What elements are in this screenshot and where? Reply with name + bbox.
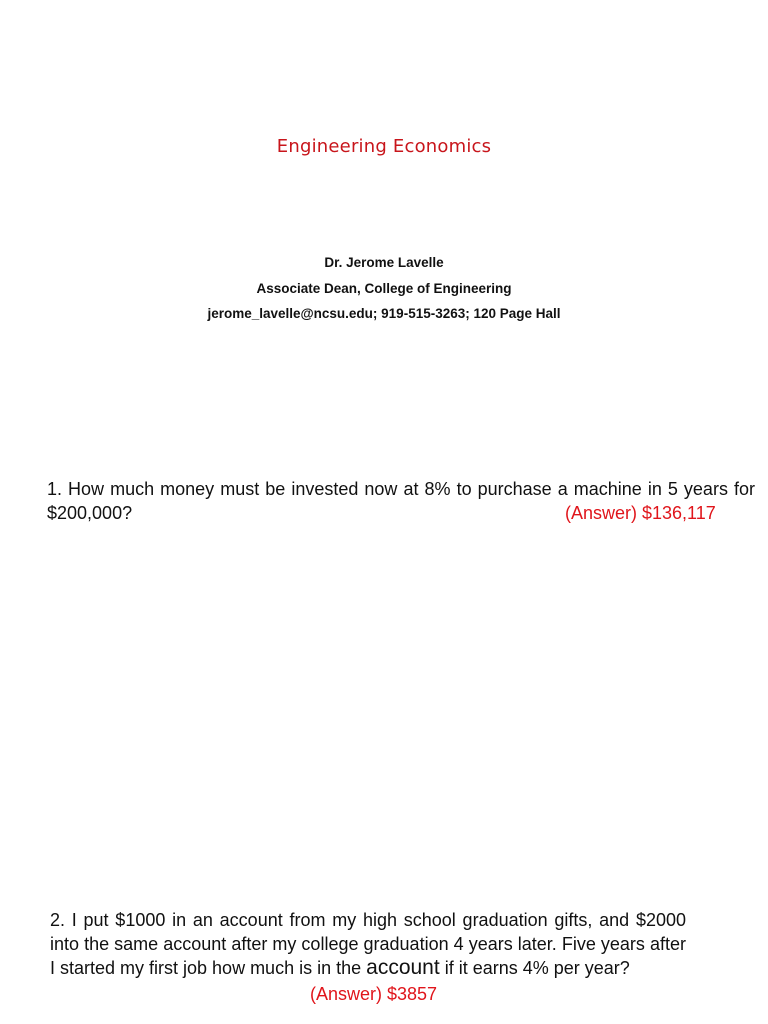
question-2	[50, 909, 686, 1004]
author-block	[0, 250, 768, 327]
question-1-text: 1. How much money must be invested now at 8% to purchase a machine in 5 years for $200,000?	[47, 479, 755, 523]
author-name: Dr. Jerome Lavelle	[324, 255, 444, 270]
document-title: Engineering Economics	[276, 136, 492, 157]
author-contact: jerome_lavelle@ncsu.edu; 919-515-3263; 120 Page Hall	[207, 306, 561, 321]
author-position: Associate Dean, College of Engineering	[256, 280, 512, 296]
question-1-answer: (Answer) $136,117	[565, 502, 716, 523]
question-2-emphasis-word: account	[366, 956, 440, 979]
question-2-text: 2. I put $1000 in an account from my high school graduation gifts, and $2000 into the same account after my college graduation 4 years later. Five years after I started my first job how much is in the	[50, 910, 686, 978]
question-1	[47, 478, 755, 525]
question-2-text-end: if it earns 4% per year?	[444, 958, 630, 978]
question-2-answer: (Answer) $3857	[310, 984, 438, 1004]
